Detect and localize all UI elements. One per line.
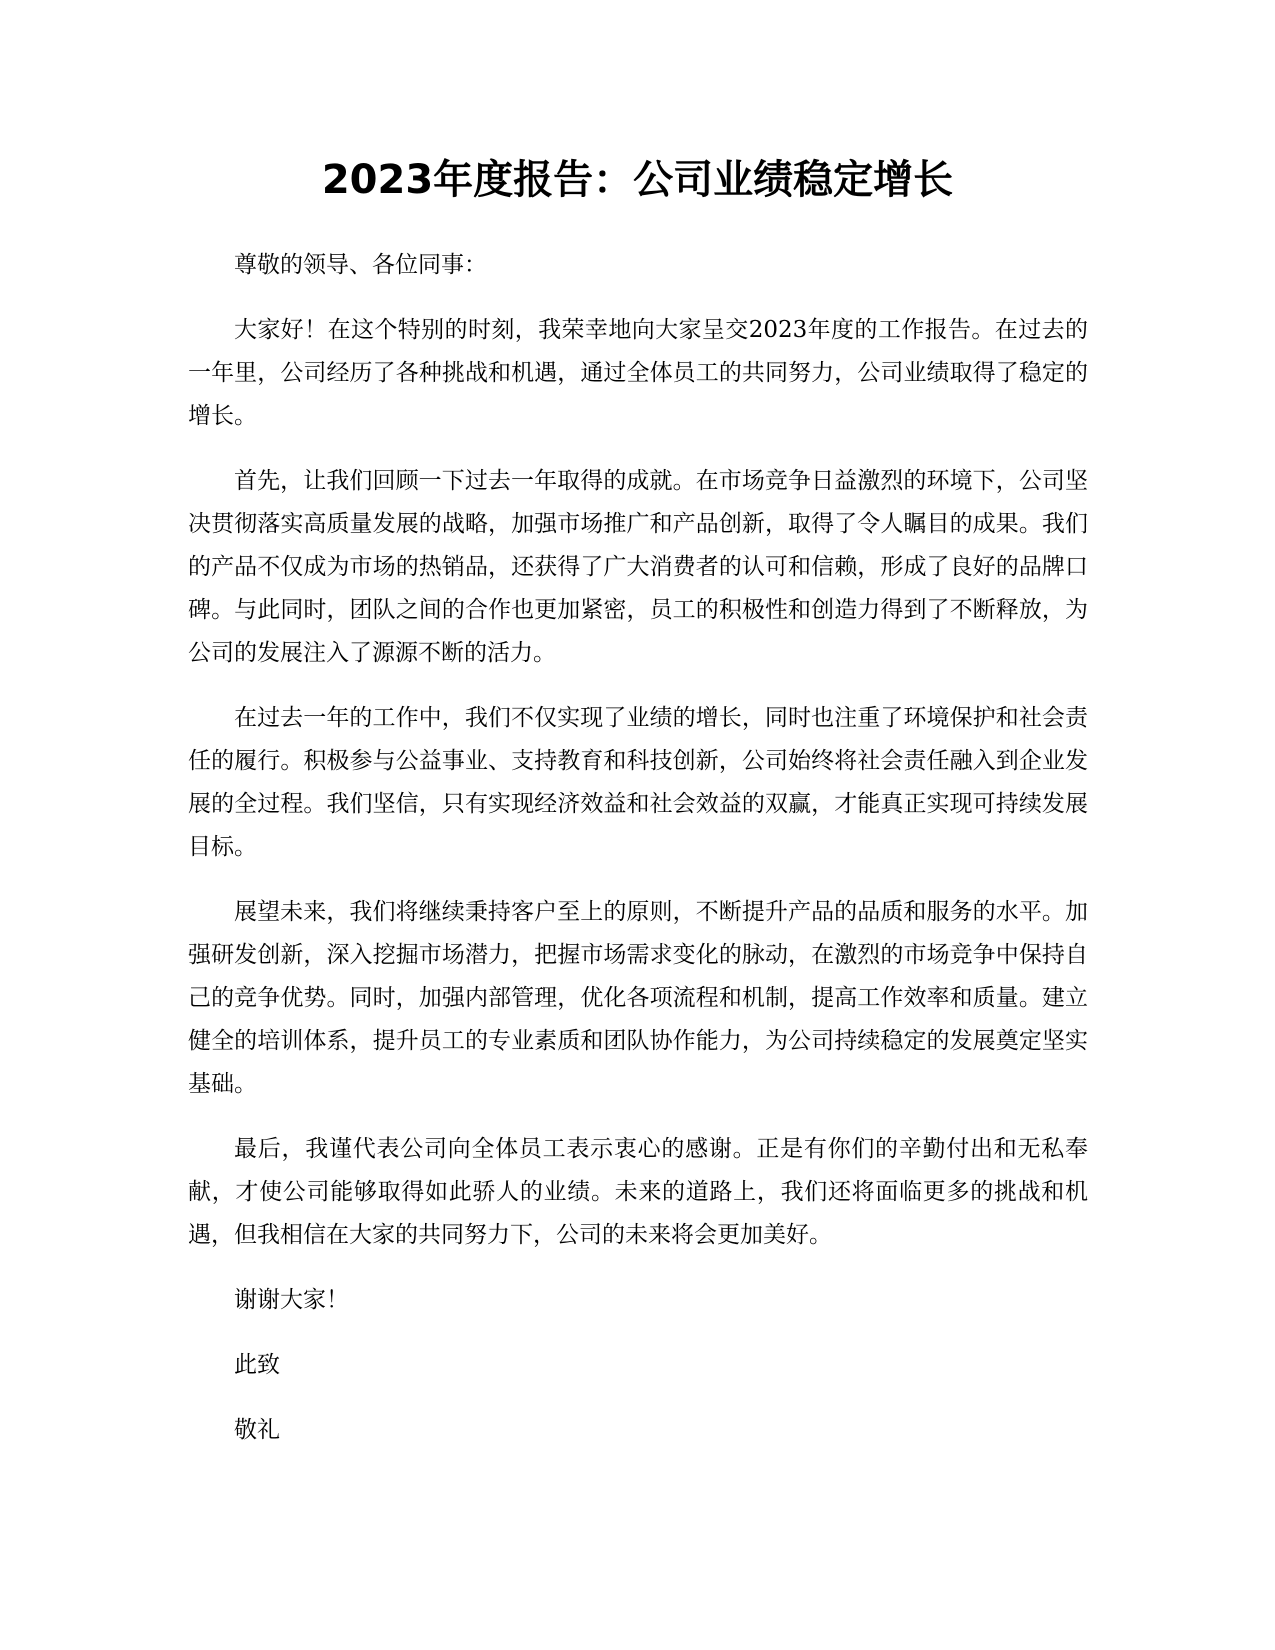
document-title: 2023年度报告：公司业绩稳定增长 <box>321 157 954 203</box>
closing-line-1: 此致 <box>234 1352 280 1378</box>
thanks-line: 谢谢大家！ <box>234 1287 349 1313</box>
salutation: 尊敬的领导、各位同事： <box>234 252 487 278</box>
document-body <box>188 244 1088 1474</box>
paragraph-5: 最后，我谨代表公司向全体员工表示衷心的感谢。正是有你们的辛勤付出和无私奉献，才使公司能够取得如此骄人的业绩。未来的道路上，我们还将面临更多的挑战和机遇，但我相信在大家的共同努力下，公司的未来将会更加美好。 <box>188 1136 1088 1248</box>
paragraph-4: 展望未来，我们将继续秉持客户至上的原则，不断提升产品的品质和服务的水平。加强研发创新，深入挖掘市场潜力，把握市场需求变化的脉动，在激烈的市场竞争中保持自己的竞争优势。同时，加强内部管理，优化各项流程和机制，提高工作效率和质量。建立健全的培训体系，提升员工的专业素质和团队协作能力，为公司持续稳定的发展奠定坚实基础。 <box>188 899 1088 1097</box>
paragraph-1: 大家好！在这个特别的时刻，我荣幸地向大家呈交2023年度的工作报告。在过去的一年里，公司经历了各种挑战和机遇，通过全体员工的共同努力，公司业绩取得了稳定的增长。 <box>188 317 1088 429</box>
paragraph-3: 在过去一年的工作中，我们不仅实现了业绩的增长，同时也注重了环境保护和社会责任的履行。积极参与公益事业、支持教育和科技创新，公司始终将社会责任融入到企业发展的全过程。我们坚信，只有实现经济效益和社会效益的双赢，才能真正实现可持续发展目标。 <box>188 705 1088 860</box>
closing-line-2: 敬礼 <box>234 1417 280 1443</box>
paragraph-2: 首先，让我们回顾一下过去一年取得的成就。在市场竞争日益激烈的环境下，公司坚决贯彻落实高质量发展的战略，加强市场推广和产品创新，取得了令人瞩目的成果。我们的产品不仅成为市场的热销品，还获得了广大消费者的认可和信赖，形成了良好的品牌口碑。与此同时，团队之间的合作也更加紧密，员工的积极性和创造力得到了不断释放，为公司的发展注入了源源不断的活力。 <box>188 468 1088 666</box>
